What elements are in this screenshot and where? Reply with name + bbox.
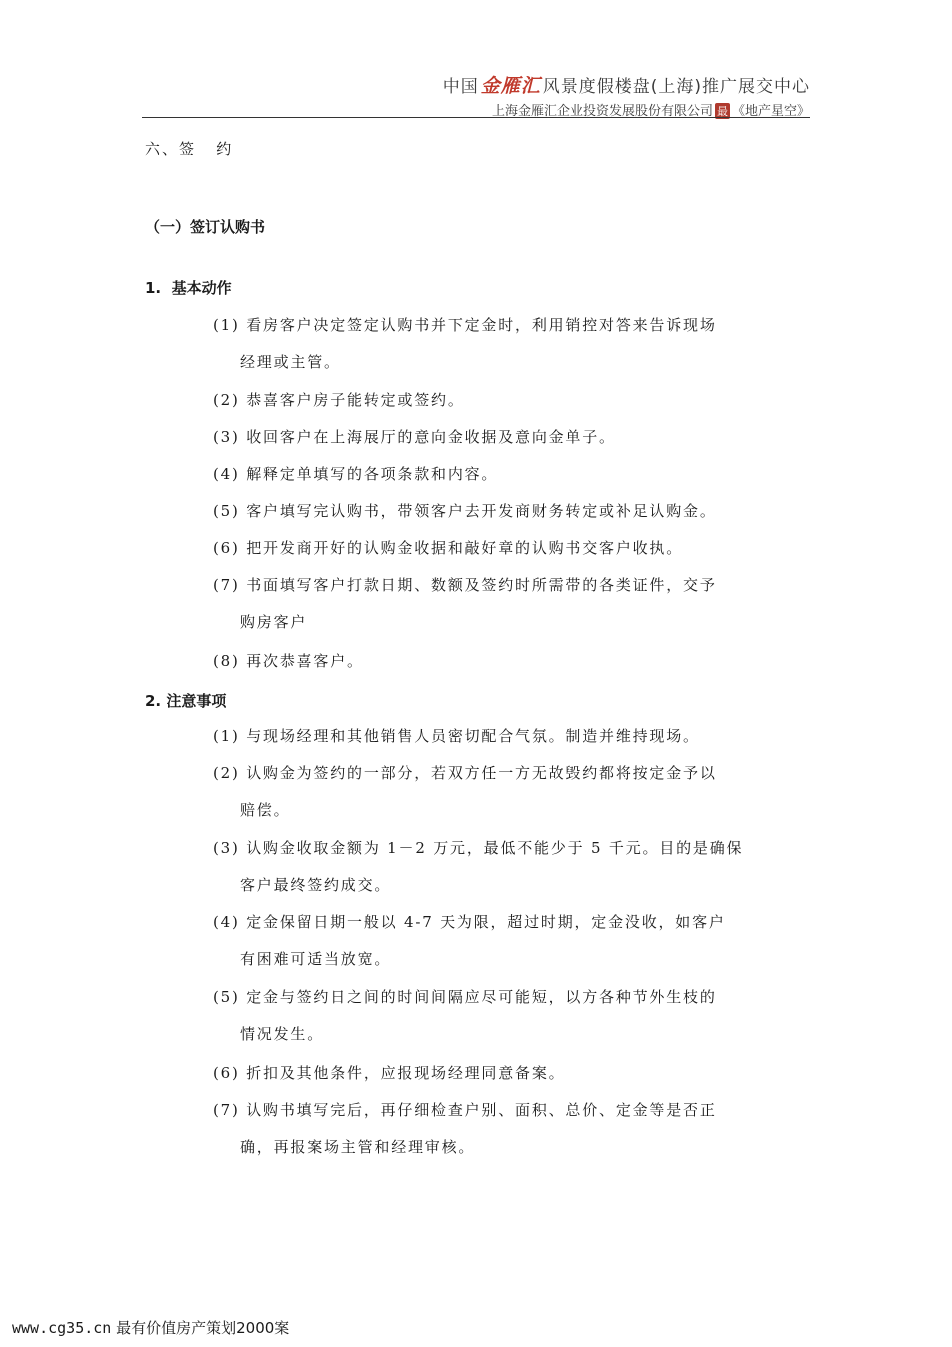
header-title-prefix: 中国 bbox=[442, 77, 479, 97]
list-item bbox=[213, 419, 805, 456]
list-item bbox=[213, 718, 805, 755]
list-item bbox=[213, 382, 805, 419]
list-item-line: (6) 把开发商开好的认购金收据和敲好章的认购书交客户收执。 bbox=[213, 539, 684, 557]
list-item-continuation: 确，再报案场主管和经理审核。 bbox=[240, 1138, 476, 1156]
list-item-continuation: 客户最终签约成交。 bbox=[240, 876, 392, 894]
subsection-title: （一）签订认购书 bbox=[145, 218, 266, 236]
list-item-line: (3) 认购金收取金额为 1－2 万元，最低不能少于 5 千元。目的是确保 bbox=[213, 839, 744, 857]
list-item bbox=[213, 830, 805, 904]
header-title-suffix: 风景度假楼盘(上海)推广展交中心 bbox=[542, 77, 810, 97]
list-item bbox=[213, 530, 805, 567]
list-item-continuation: 情况发生。 bbox=[240, 1025, 325, 1043]
list-item-line: (2) 恭喜客户房子能转定或签约。 bbox=[213, 391, 465, 409]
list-item-line: (3) 收回客户在上海展厅的意向金收据及意向金单子。 bbox=[213, 428, 616, 446]
list-item bbox=[213, 456, 805, 493]
brand-logo: 金雁汇 bbox=[480, 75, 541, 97]
list-item-line: (7) 书面填写客户打款日期、数额及签约时所需带的各类证件，交予 bbox=[213, 576, 717, 594]
section-title: 六、签 约 bbox=[145, 140, 234, 158]
list-item bbox=[213, 643, 805, 680]
header-divider bbox=[142, 117, 810, 118]
list-item-continuation: 购房客户 bbox=[240, 613, 308, 631]
list-item bbox=[213, 904, 805, 978]
part2-heading: 2. 注意事项 bbox=[145, 692, 227, 710]
list-item-line: (1) 与现场经理和其他销售人员密切配合气氛。制造并维持现场。 bbox=[213, 727, 700, 745]
list-item-continuation: 赔偿。 bbox=[240, 801, 291, 819]
list-item bbox=[213, 755, 805, 829]
publication-name: 《地产星空》 bbox=[731, 104, 810, 119]
list-item-line: (5) 定金与签约日之间的时间间隔应尽可能短，以方各种节外生枝的 bbox=[213, 988, 717, 1006]
list-item-line: (4) 定金保留日期一般以 4-7 天为限，超过时期，定金没收，如客户 bbox=[213, 913, 726, 931]
list-item bbox=[213, 493, 805, 530]
list-item-line: (4) 解释定单填写的各项条款和内容。 bbox=[213, 465, 499, 483]
company-name: 上海金雁汇企业投资发展股份有限公司 bbox=[491, 104, 713, 119]
list-item bbox=[213, 1092, 805, 1166]
footer-text: 最有价值房产策划2000案 bbox=[116, 1319, 290, 1337]
list-item-continuation: 有困难可适当放宽。 bbox=[240, 950, 392, 968]
list-item bbox=[213, 1055, 805, 1092]
list-item-line: (2) 认购金为签约的一部分，若双方任一方无故毁约都将按定金予以 bbox=[213, 764, 717, 782]
list-item-line: (1) 看房客户决定签定认购书并下定金时，利用销控对答来告诉现场 bbox=[213, 316, 717, 334]
list-item-line: (6) 折扣及其他条件，应报现场经理同意备案。 bbox=[213, 1064, 566, 1082]
list-item-continuation: 经理或主管。 bbox=[240, 353, 341, 371]
list-item-line: (8) 再次恭喜客户。 bbox=[213, 652, 364, 670]
header-title bbox=[443, 71, 810, 98]
part1-heading: 1. 基本动作 bbox=[145, 279, 232, 297]
seal-icon: 最 bbox=[716, 105, 728, 118]
footer-link[interactable]: www.cg35.cn bbox=[12, 1319, 112, 1337]
list-item-line: (7) 认购书填写完后，再仔细检查户别、面积、总价、定金等是否正 bbox=[213, 1101, 717, 1119]
list-item-line: (5) 客户填写完认购书，带领客户去开发商财务转定或补足认购金。 bbox=[213, 502, 717, 520]
page-footer bbox=[12, 1317, 289, 1338]
list-item bbox=[213, 567, 805, 641]
list-item bbox=[213, 979, 805, 1053]
list-item bbox=[213, 307, 805, 381]
